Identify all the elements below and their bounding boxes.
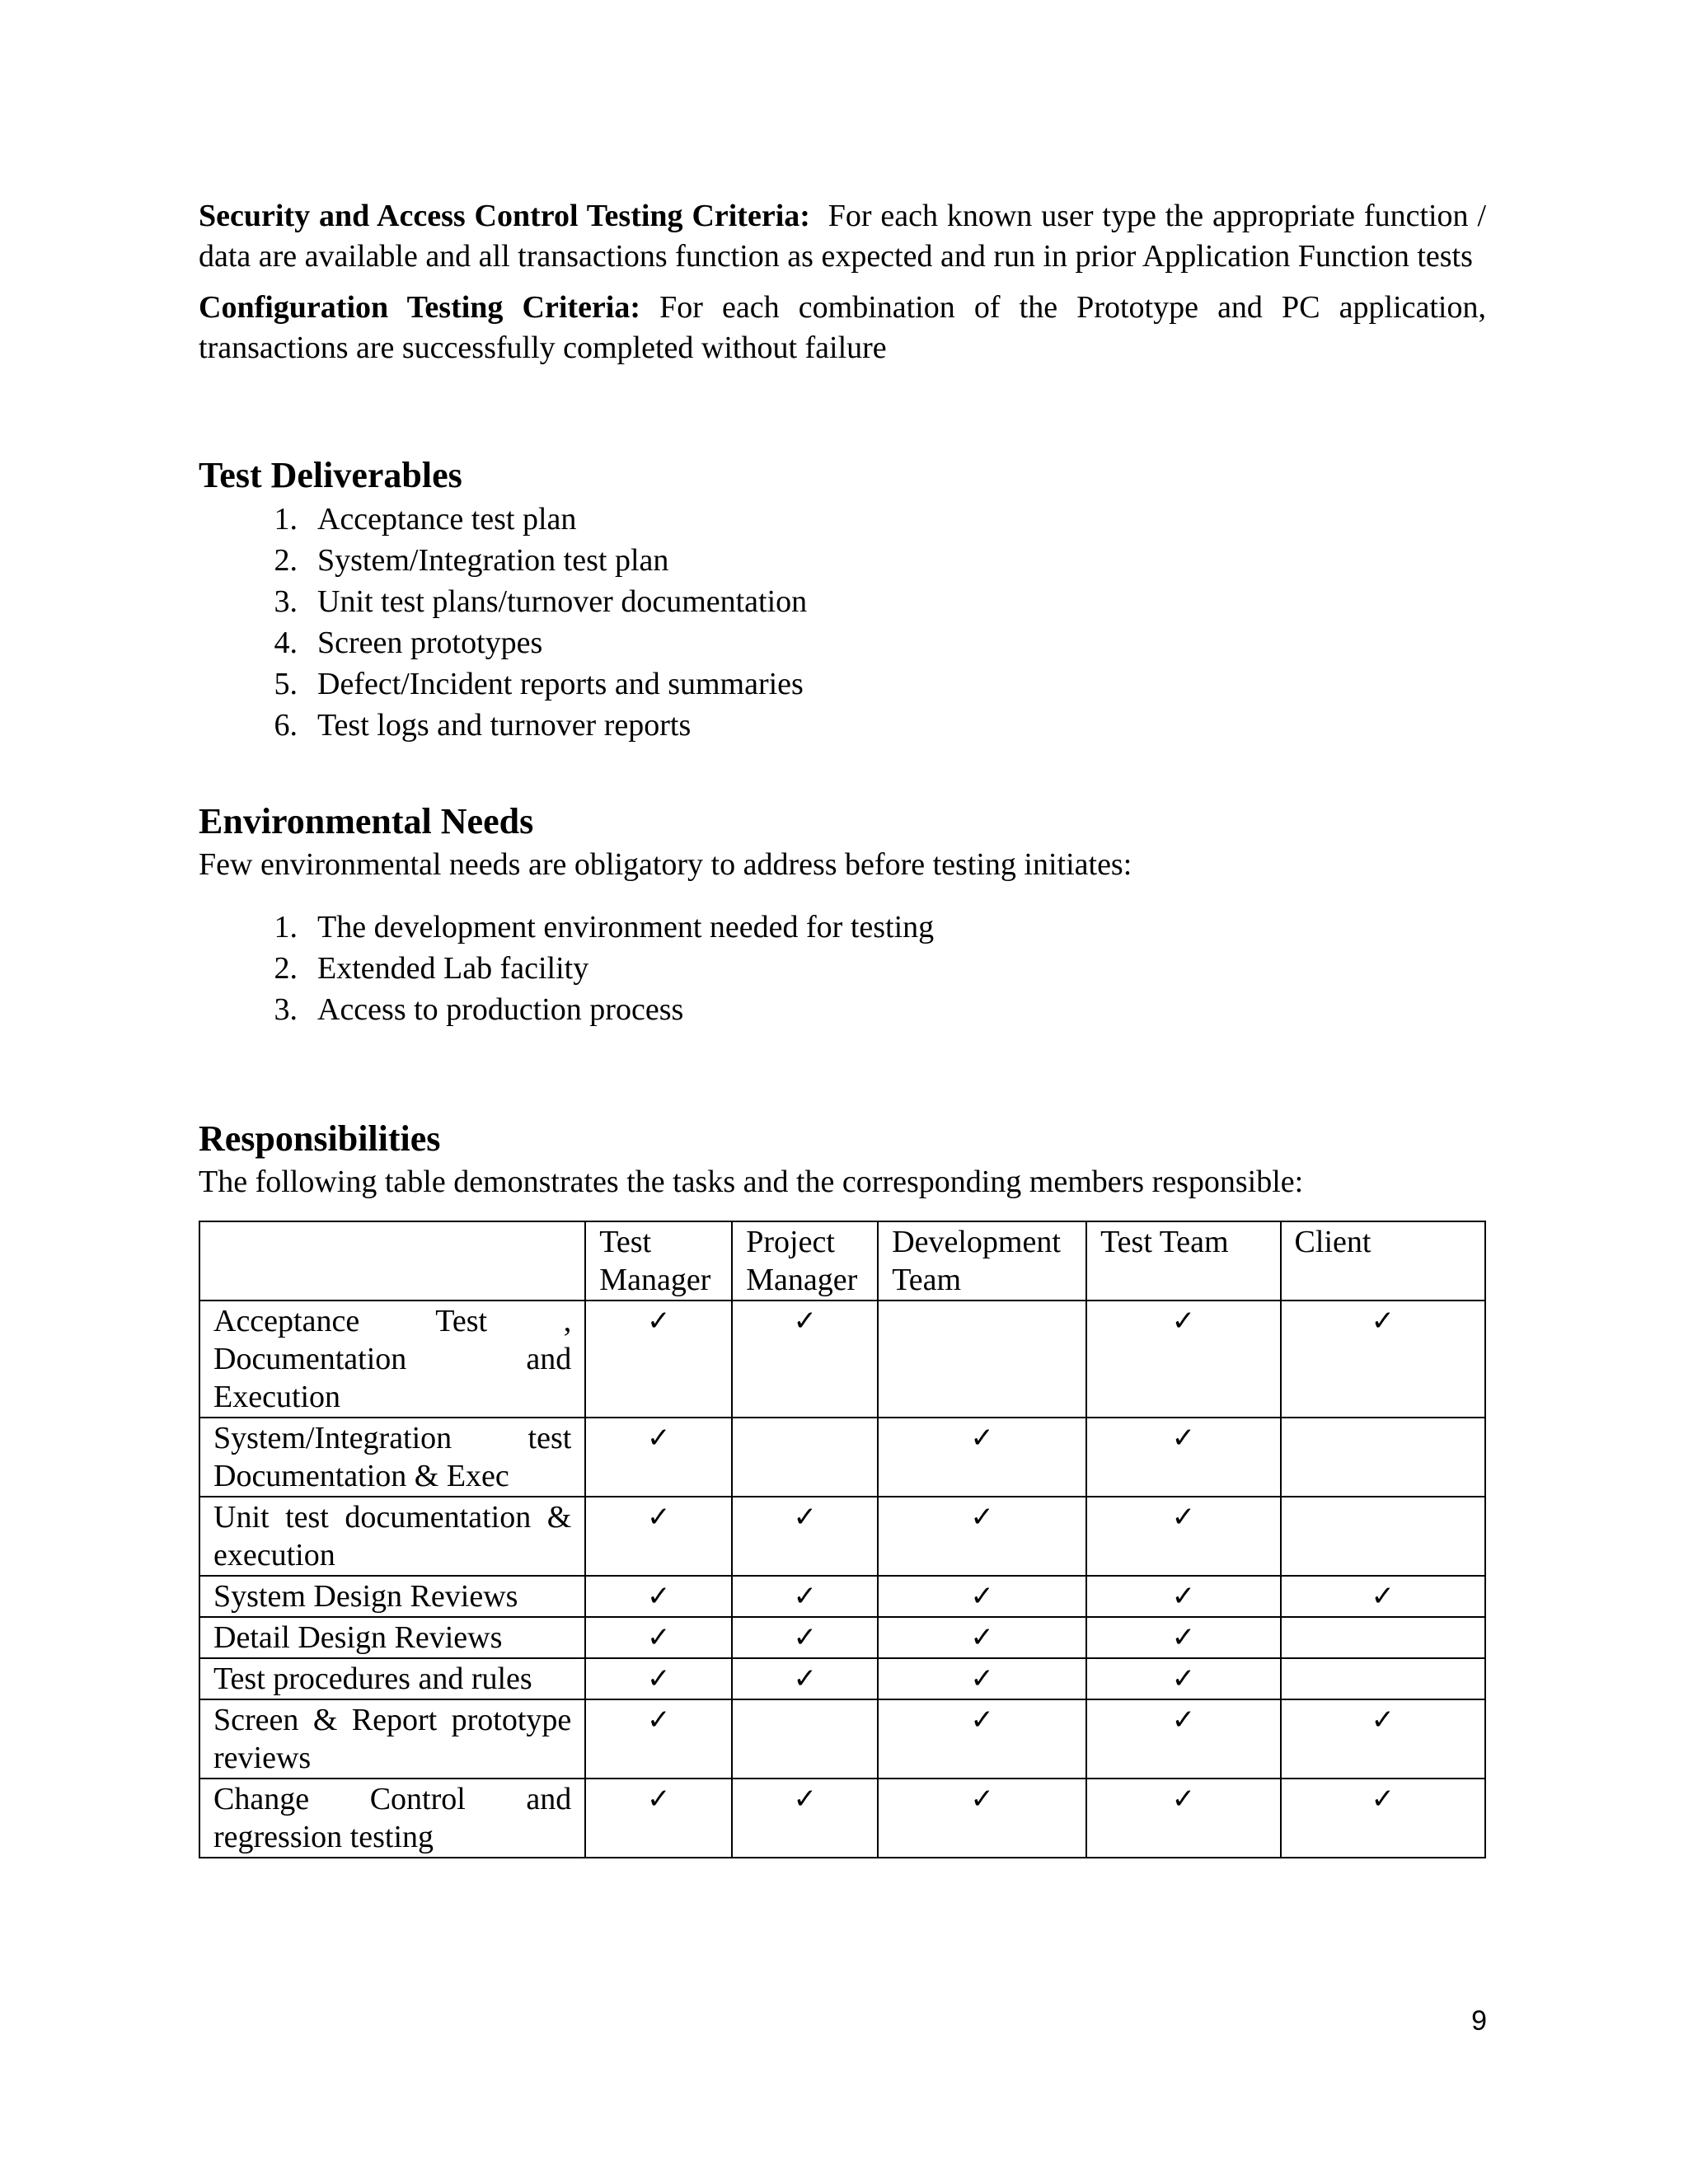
list-item: [199, 989, 1486, 1030]
check-cell: [1086, 1779, 1280, 1858]
checkmark-icon: ✓: [1171, 1580, 1196, 1613]
task-cell: System Design Reviews: [199, 1576, 585, 1617]
check-cell: [1281, 1576, 1485, 1617]
check-cell: [878, 1779, 1086, 1858]
checkmark-icon: ✓: [793, 1621, 817, 1654]
checkmark-icon: ✓: [1371, 1305, 1395, 1338]
table-header-cell: Client: [1281, 1221, 1485, 1301]
list-item-number: 2.: [274, 543, 298, 578]
check-cell: [878, 1617, 1086, 1658]
table-row: [199, 1301, 1485, 1418]
task-cell: Change Control and regression testing: [199, 1779, 585, 1858]
checkmark-icon: ✓: [1171, 1305, 1196, 1338]
checkmark-icon: ✓: [970, 1580, 994, 1613]
table-header-cell: Development Team: [878, 1221, 1086, 1301]
check-cell: [878, 1699, 1086, 1779]
security-criteria-text: For each known user type the appropriate function / data are available and all transactions function as expected and run in prior Application Function tests: [199, 199, 1487, 274]
check-cell: [1086, 1301, 1280, 1418]
table-row: [199, 1658, 1485, 1699]
check-cell: [585, 1576, 732, 1617]
checkmark-icon: ✓: [1371, 1704, 1395, 1736]
table-header-cell: Test Team: [1086, 1221, 1280, 1301]
check-cell: [732, 1576, 878, 1617]
list-item-text: Acceptance test plan: [317, 502, 577, 537]
checkmark-icon: ✓: [1371, 1580, 1395, 1613]
checkmark-icon: ✓: [647, 1305, 671, 1338]
checkmark-icon: ✓: [970, 1783, 994, 1816]
responsibilities-table: [199, 1221, 1486, 1858]
list-item-text: Unit test plans/turnover documentation: [317, 584, 808, 619]
list-item-number: 1.: [274, 502, 298, 537]
list-item-text: Extended Lab facility: [317, 951, 589, 986]
check-cell: [732, 1418, 878, 1497]
check-cell: [1281, 1699, 1485, 1779]
task-cell: Acceptance Test , Documentation and Execution: [199, 1301, 585, 1418]
deliverables-list: [199, 499, 1486, 746]
task-cell: System/Integration test Documentation & Exec: [199, 1418, 585, 1497]
table-body: [199, 1301, 1485, 1858]
list-item: [199, 622, 1486, 663]
task-cell: Detail Design Reviews: [199, 1617, 585, 1658]
check-cell: [878, 1658, 1086, 1699]
checkmark-icon: ✓: [970, 1662, 994, 1695]
configuration-criteria-label: Configuration Testing Criteria:: [199, 290, 641, 325]
check-cell: [1281, 1779, 1485, 1858]
page-number: 9: [1471, 2005, 1487, 2036]
check-cell: [585, 1617, 732, 1658]
responsibilities-heading: Responsibilities: [199, 1118, 441, 1159]
checkmark-icon: ✓: [970, 1422, 994, 1455]
list-item: [199, 907, 1486, 948]
list-item: [199, 663, 1486, 705]
environment-list: [199, 907, 1486, 1030]
check-cell: [585, 1699, 732, 1779]
list-item: [199, 705, 1486, 746]
check-cell: [732, 1497, 878, 1576]
check-cell: [878, 1418, 1086, 1497]
checkmark-icon: ✓: [1171, 1621, 1196, 1654]
check-cell: [1281, 1658, 1485, 1699]
checkmark-icon: ✓: [1371, 1783, 1395, 1816]
checkmark-icon: ✓: [647, 1783, 671, 1816]
security-criteria-label: Security and Access Control Testing Criteria:: [199, 199, 810, 233]
table-row: [199, 1497, 1485, 1576]
check-cell: [585, 1497, 732, 1576]
security-criteria-paragraph: [199, 196, 1486, 277]
list-item-text: System/Integration test plan: [317, 543, 669, 578]
list-item-number: 2.: [274, 951, 298, 986]
table-row: [199, 1779, 1485, 1858]
checkmark-icon: ✓: [970, 1501, 994, 1534]
checkmark-icon: ✓: [1171, 1422, 1196, 1455]
checkmark-icon: ✓: [793, 1783, 817, 1816]
checkmark-icon: ✓: [793, 1580, 817, 1613]
checkmark-icon: ✓: [793, 1305, 817, 1338]
checkmark-icon: ✓: [647, 1580, 671, 1613]
check-cell: [1086, 1497, 1280, 1576]
environment-heading: Environmental Needs: [199, 801, 534, 841]
task-cell: Screen & Report prototype reviews: [199, 1699, 585, 1779]
task-cell: Unit test documentation & execution: [199, 1497, 585, 1576]
check-cell: [732, 1699, 878, 1779]
checkmark-icon: ✓: [1171, 1704, 1196, 1736]
environment-intro: Few environmental needs are obligatory to address before testing initiates:: [199, 847, 1132, 882]
check-cell: [1281, 1497, 1485, 1576]
list-item-number: 6.: [274, 708, 298, 743]
check-cell: [732, 1617, 878, 1658]
check-cell: [585, 1779, 732, 1858]
check-cell: [585, 1301, 732, 1418]
list-item-number: 3.: [274, 992, 298, 1027]
list-item: [199, 540, 1486, 581]
list-item-text: Screen prototypes: [317, 626, 543, 660]
configuration-criteria-text: For each combination of the Prototype and PC application, transactions are successfully completed without failure: [199, 290, 1486, 365]
list-item-number: 3.: [274, 584, 298, 619]
checkmark-icon: ✓: [647, 1704, 671, 1736]
checkmark-icon: ✓: [647, 1662, 671, 1695]
check-cell: [1086, 1418, 1280, 1497]
check-cell: [1281, 1617, 1485, 1658]
check-cell: [585, 1418, 732, 1497]
list-item: [199, 948, 1486, 989]
table-header-cell: Project Manager: [732, 1221, 878, 1301]
list-item: [199, 581, 1486, 622]
table-row: [199, 1699, 1485, 1779]
check-cell: [878, 1301, 1086, 1418]
checkmark-icon: ✓: [793, 1501, 817, 1534]
check-cell: [1086, 1576, 1280, 1617]
task-cell: Test procedures and rules: [199, 1658, 585, 1699]
checkmark-icon: ✓: [647, 1501, 671, 1534]
checkmark-icon: ✓: [647, 1422, 671, 1455]
list-item-number: 5.: [274, 667, 298, 701]
check-cell: [1086, 1658, 1280, 1699]
checkmark-icon: ✓: [1171, 1783, 1196, 1816]
deliverables-heading: Test Deliverables: [199, 455, 462, 495]
check-cell: [1086, 1617, 1280, 1658]
document-page: [199, 196, 1486, 1858]
list-item-number: 4.: [274, 626, 298, 660]
list-item-text: The development environment needed for testing: [317, 910, 935, 944]
responsibilities-intro: The following table demonstrates the tasks and the corresponding members responsible:: [199, 1165, 1304, 1199]
table-row: [199, 1418, 1485, 1497]
checkmark-icon: ✓: [970, 1704, 994, 1736]
check-cell: [732, 1779, 878, 1858]
check-cell: [1281, 1301, 1485, 1418]
check-cell: [878, 1576, 1086, 1617]
list-item: [199, 499, 1486, 540]
list-item-text: Test logs and turnover reports: [317, 708, 692, 743]
table-header-cell: Test Manager: [585, 1221, 732, 1301]
check-cell: [732, 1301, 878, 1418]
check-cell: [1281, 1418, 1485, 1497]
checkmark-icon: ✓: [647, 1621, 671, 1654]
list-item-text: Defect/Incident reports and summaries: [317, 667, 804, 701]
check-cell: [732, 1658, 878, 1699]
list-item-number: 1.: [274, 910, 298, 944]
table-row: [199, 1617, 1485, 1658]
check-cell: [1086, 1699, 1280, 1779]
checkmark-icon: ✓: [1171, 1501, 1196, 1534]
check-cell: [878, 1497, 1086, 1576]
checkmark-icon: ✓: [1171, 1662, 1196, 1695]
checkmark-icon: ✓: [793, 1662, 817, 1695]
table-header-cell: [199, 1221, 585, 1301]
configuration-criteria-paragraph: [199, 288, 1486, 368]
list-item-text: Access to production process: [317, 992, 684, 1027]
check-cell: [585, 1658, 732, 1699]
table-header-row: [199, 1221, 1485, 1301]
checkmark-icon: ✓: [970, 1621, 994, 1654]
table-row: [199, 1576, 1485, 1617]
